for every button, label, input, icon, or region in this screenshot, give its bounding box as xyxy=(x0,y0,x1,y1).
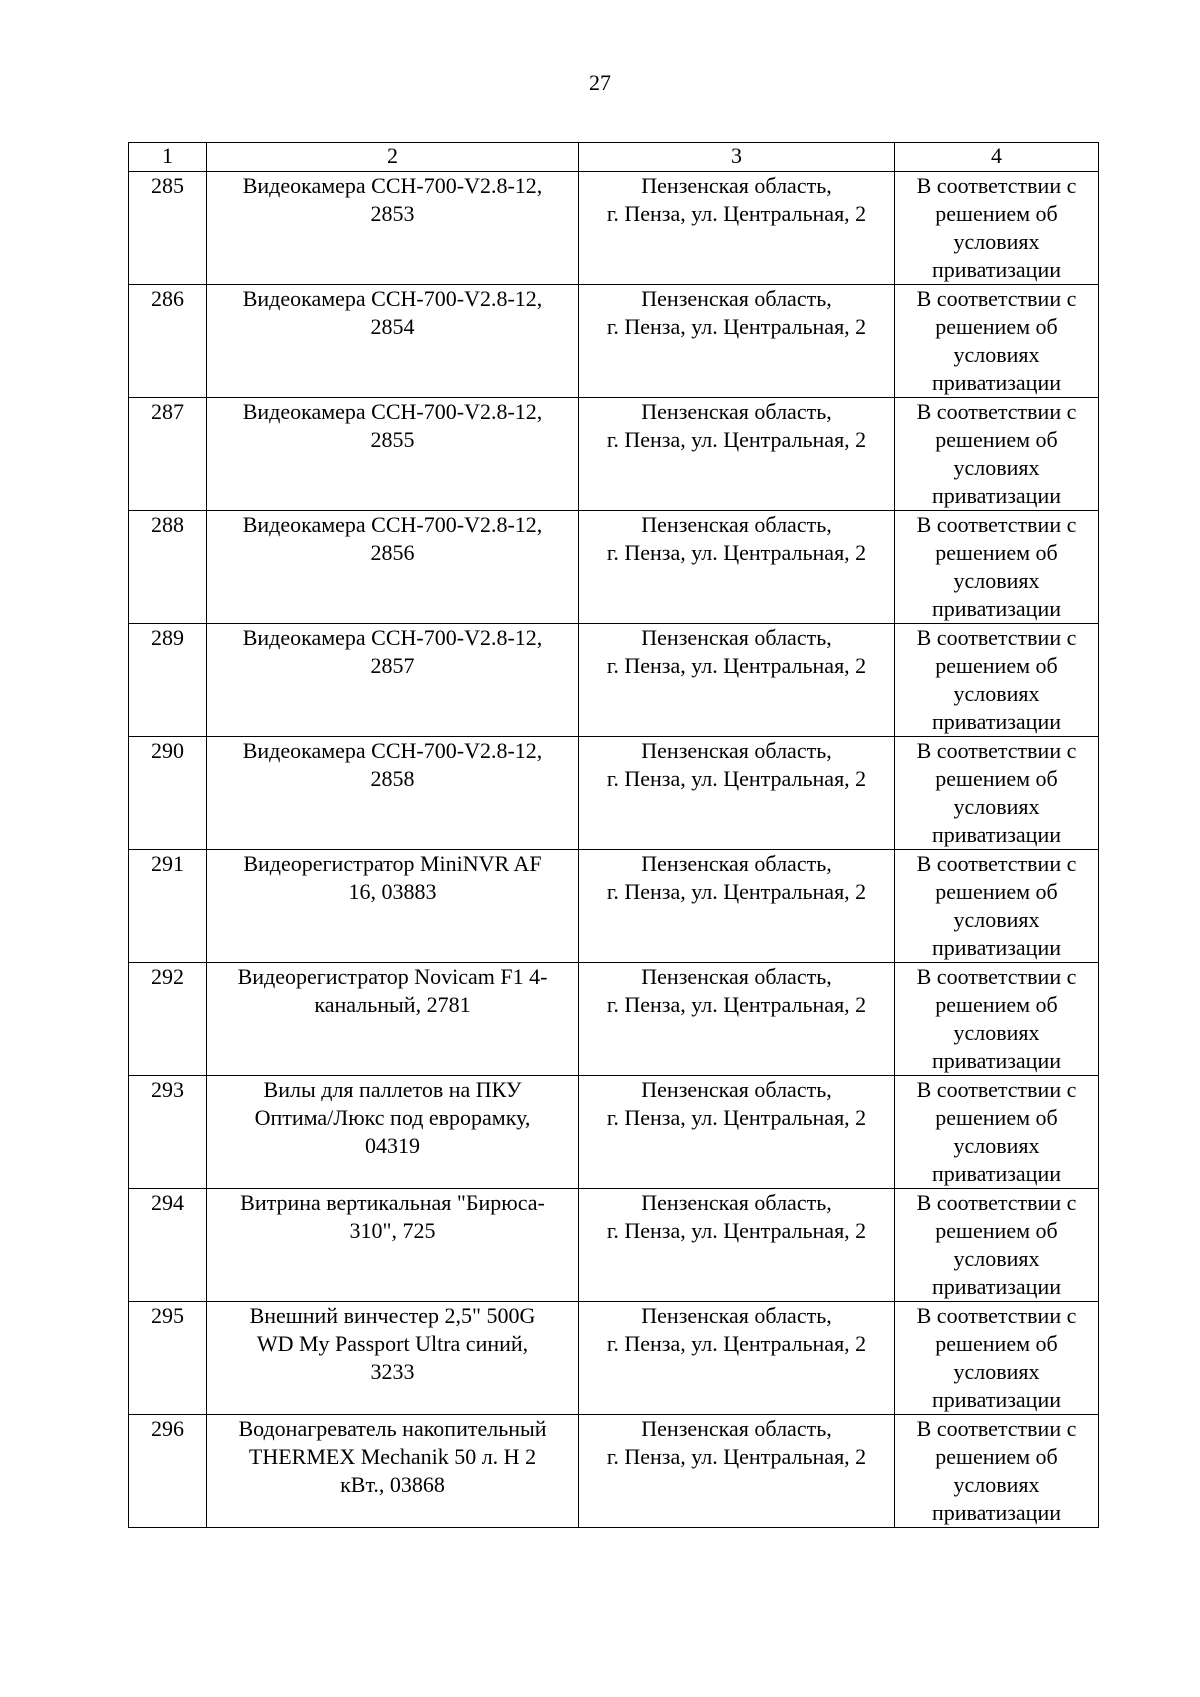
cell-item-name xyxy=(207,172,579,285)
cell-location-line: Пензенская область, xyxy=(641,173,832,198)
cell-location xyxy=(579,963,895,1076)
cell-item-name-line: Видеорегистратор MiniNVR AF xyxy=(243,851,542,876)
cell-terms-line: В соответствии с xyxy=(916,286,1077,311)
cell-item-name xyxy=(207,398,579,511)
column-header-location: 3 xyxy=(579,143,895,172)
cell-terms xyxy=(895,624,1099,737)
cell-terms-line: решением об xyxy=(935,766,1058,791)
property-table xyxy=(128,142,1099,1528)
cell-location-line: Пензенская область, xyxy=(641,851,832,876)
cell-item-name-line: Видеокамера CCH-700-V2.8-12, xyxy=(242,738,543,763)
table-row xyxy=(129,1076,1099,1189)
cell-item-name xyxy=(207,1415,579,1528)
cell-terms-line: решением об xyxy=(935,1444,1058,1469)
cell-item-name-line: 310", 725 xyxy=(349,1218,436,1243)
table-body xyxy=(129,143,1099,1528)
cell-item-name xyxy=(207,285,579,398)
cell-terms-line: решением об xyxy=(935,992,1058,1017)
cell-location xyxy=(579,850,895,963)
cell-item-name-line: Оптима/Люкс под еврорамку, xyxy=(254,1105,531,1130)
cell-item-name xyxy=(207,1302,579,1415)
cell-location-line: Пензенская область, xyxy=(641,1077,832,1102)
cell-terms-line: приватизации xyxy=(931,1387,1061,1412)
cell-location-line: Пензенская область, xyxy=(641,964,832,989)
cell-terms-line: решением об xyxy=(935,540,1058,565)
cell-terms xyxy=(895,1302,1099,1415)
cell-location xyxy=(579,398,895,511)
cell-terms-line: решением об xyxy=(935,1105,1058,1130)
cell-item-name-line: Видеорегистратор Novicam F1 4- xyxy=(237,964,548,989)
cell-location-line: Пензенская область, xyxy=(641,738,832,763)
cell-terms xyxy=(895,1076,1099,1189)
cell-item-name-line: 2858 xyxy=(370,766,415,791)
cell-terms-line: приватизации xyxy=(931,1274,1061,1299)
table-row xyxy=(129,172,1099,285)
table-header-row xyxy=(129,143,1099,172)
cell-item-name-line: Видеокамера CCH-700-V2.8-12, xyxy=(242,399,543,424)
cell-location xyxy=(579,1076,895,1189)
cell-terms-line: приватизации xyxy=(931,1161,1061,1186)
cell-item-name-line: WD My Passport Ultra синий, xyxy=(256,1331,529,1356)
cell-item-name xyxy=(207,511,579,624)
cell-item-name-line: Видеокамера CCH-700-V2.8-12, xyxy=(242,173,543,198)
cell-terms-line: приватизации xyxy=(931,1048,1061,1073)
cell-terms-line: приватизации xyxy=(931,257,1061,282)
cell-location-line: г. Пенза, ул. Центральная, 2 xyxy=(606,540,867,565)
cell-location xyxy=(579,737,895,850)
cell-terms-line: условиях xyxy=(953,1246,1040,1271)
cell-number: 290 xyxy=(129,737,207,850)
cell-terms-line: В соответствии с xyxy=(916,512,1077,537)
cell-item-name-line: THERMEX Mechanik 50 л. Н 2 xyxy=(248,1444,537,1469)
cell-location xyxy=(579,624,895,737)
cell-terms-line: решением об xyxy=(935,314,1058,339)
cell-item-name-line: 3233 xyxy=(370,1359,415,1384)
cell-terms-line: условиях xyxy=(953,1020,1040,1045)
cell-number: 285 xyxy=(129,172,207,285)
cell-number: 293 xyxy=(129,1076,207,1189)
cell-terms-line: решением об xyxy=(935,1331,1058,1356)
cell-item-name-line: 2855 xyxy=(370,427,415,452)
cell-location-line: г. Пенза, ул. Центральная, 2 xyxy=(606,1331,867,1356)
cell-terms-line: приватизации xyxy=(931,709,1061,734)
cell-location xyxy=(579,1189,895,1302)
cell-terms-line: решением об xyxy=(935,1218,1058,1243)
column-header-number: 1 xyxy=(129,143,207,172)
cell-item-name xyxy=(207,1189,579,1302)
cell-number: 294 xyxy=(129,1189,207,1302)
cell-location-line: г. Пенза, ул. Центральная, 2 xyxy=(606,427,867,452)
cell-terms-line: приватизации xyxy=(931,596,1061,621)
cell-terms xyxy=(895,963,1099,1076)
cell-location-line: Пензенская область, xyxy=(641,625,832,650)
cell-item-name xyxy=(207,624,579,737)
cell-item-name xyxy=(207,737,579,850)
cell-location xyxy=(579,1415,895,1528)
cell-location-line: Пензенская область, xyxy=(641,1416,832,1441)
cell-terms-line: решением об xyxy=(935,427,1058,452)
cell-location xyxy=(579,511,895,624)
cell-item-name-line: Внешний винчестер 2,5" 500G xyxy=(249,1303,536,1328)
cell-terms-line: условиях xyxy=(953,1133,1040,1158)
cell-item-name xyxy=(207,963,579,1076)
cell-terms-line: условиях xyxy=(953,342,1040,367)
cell-location-line: Пензенская область, xyxy=(641,1303,832,1328)
cell-item-name-line: 2854 xyxy=(370,314,415,339)
cell-terms-line: приватизации xyxy=(931,483,1061,508)
cell-terms-line: условиях xyxy=(953,229,1040,254)
cell-terms-line: приватизации xyxy=(931,935,1061,960)
table-row xyxy=(129,850,1099,963)
cell-terms-line: приватизации xyxy=(931,370,1061,395)
cell-item-name-line: 2853 xyxy=(370,201,415,226)
cell-terms-line: В соответствии с xyxy=(916,1190,1077,1215)
cell-terms-line: приватизации xyxy=(931,822,1061,847)
cell-item-name-line: 2857 xyxy=(370,653,415,678)
cell-terms xyxy=(895,1189,1099,1302)
cell-number: 292 xyxy=(129,963,207,1076)
cell-terms-line: условиях xyxy=(953,681,1040,706)
cell-terms xyxy=(895,1415,1099,1528)
page-number: 27 xyxy=(589,70,611,95)
table-row xyxy=(129,737,1099,850)
cell-terms-line: решением об xyxy=(935,653,1058,678)
cell-number: 295 xyxy=(129,1302,207,1415)
cell-terms-line: В соответствии с xyxy=(916,625,1077,650)
cell-terms-line: В соответствии с xyxy=(916,851,1077,876)
cell-item-name-line: канальный, 2781 xyxy=(314,992,471,1017)
cell-item-name-line: кВт., 03868 xyxy=(340,1472,445,1497)
cell-location-line: Пензенская область, xyxy=(641,1190,832,1215)
cell-terms xyxy=(895,398,1099,511)
cell-terms-line: решением об xyxy=(935,879,1058,904)
cell-location-line: Пензенская область, xyxy=(641,399,832,424)
cell-location-line: г. Пенза, ул. Центральная, 2 xyxy=(606,992,867,1017)
cell-terms-line: решением об xyxy=(935,201,1058,226)
column-header-terms: 4 xyxy=(895,143,1099,172)
cell-number: 286 xyxy=(129,285,207,398)
cell-item-name-line: Видеокамера CCH-700-V2.8-12, xyxy=(242,625,543,650)
cell-terms-line: В соответствии с xyxy=(916,964,1077,989)
cell-terms-line: условиях xyxy=(953,1472,1040,1497)
cell-location-line: г. Пенза, ул. Центральная, 2 xyxy=(606,879,867,904)
table-row xyxy=(129,398,1099,511)
cell-terms xyxy=(895,850,1099,963)
cell-item-name xyxy=(207,1076,579,1189)
cell-terms-line: В соответствии с xyxy=(916,1303,1077,1328)
cell-terms-line: В соответствии с xyxy=(916,173,1077,198)
cell-item-name-line: 16, 03883 xyxy=(348,879,437,904)
cell-location xyxy=(579,1302,895,1415)
cell-terms-line: В соответствии с xyxy=(916,1077,1077,1102)
cell-item-name-line: Видеокамера CCH-700-V2.8-12, xyxy=(242,286,543,311)
table-row xyxy=(129,511,1099,624)
cell-location xyxy=(579,285,895,398)
cell-location-line: Пензенская область, xyxy=(641,512,832,537)
cell-location-line: г. Пенза, ул. Центральная, 2 xyxy=(606,314,867,339)
cell-terms-line: В соответствии с xyxy=(916,738,1077,763)
cell-terms xyxy=(895,285,1099,398)
cell-location-line: г. Пенза, ул. Центральная, 2 xyxy=(606,653,867,678)
table-row xyxy=(129,1415,1099,1528)
cell-terms-line: приватизации xyxy=(931,1500,1061,1525)
cell-location-line: г. Пенза, ул. Центральная, 2 xyxy=(606,1218,867,1243)
table-row xyxy=(129,1302,1099,1415)
cell-number: 288 xyxy=(129,511,207,624)
table-row xyxy=(129,1189,1099,1302)
cell-terms xyxy=(895,737,1099,850)
cell-item-name-line: Видеокамера CCH-700-V2.8-12, xyxy=(242,512,543,537)
cell-location-line: г. Пенза, ул. Центральная, 2 xyxy=(606,201,867,226)
cell-item-name-line: Витрина вертикальная "Бирюса- xyxy=(240,1190,545,1215)
cell-terms-line: условиях xyxy=(953,907,1040,932)
cell-location-line: Пензенская область, xyxy=(641,286,832,311)
cell-terms-line: условиях xyxy=(953,455,1040,480)
cell-item-name-line: Водонагреватель накопительный xyxy=(238,1416,547,1441)
cell-terms-line: условиях xyxy=(953,1359,1040,1384)
cell-location xyxy=(579,172,895,285)
column-header-name: 2 xyxy=(207,143,579,172)
table-row xyxy=(129,624,1099,737)
cell-terms-line: В соответствии с xyxy=(916,399,1077,424)
cell-number: 289 xyxy=(129,624,207,737)
cell-location-line: г. Пенза, ул. Центральная, 2 xyxy=(606,1444,867,1469)
cell-item-name-line: Вилы для паллетов на ПКУ xyxy=(263,1077,522,1102)
cell-terms xyxy=(895,511,1099,624)
table-row xyxy=(129,963,1099,1076)
table-row xyxy=(129,285,1099,398)
cell-item-name-line: 04319 xyxy=(365,1133,420,1158)
cell-location-line: г. Пенза, ул. Центральная, 2 xyxy=(606,766,867,791)
cell-location-line: г. Пенза, ул. Центральная, 2 xyxy=(606,1105,867,1130)
cell-terms-line: условиях xyxy=(953,794,1040,819)
cell-item-name-line: 2856 xyxy=(370,540,415,565)
cell-terms-line: В соответствии с xyxy=(916,1416,1077,1441)
cell-number: 296 xyxy=(129,1415,207,1528)
cell-terms xyxy=(895,172,1099,285)
cell-item-name xyxy=(207,850,579,963)
cell-number: 291 xyxy=(129,850,207,963)
cell-terms-line: условиях xyxy=(953,568,1040,593)
cell-number: 287 xyxy=(129,398,207,511)
